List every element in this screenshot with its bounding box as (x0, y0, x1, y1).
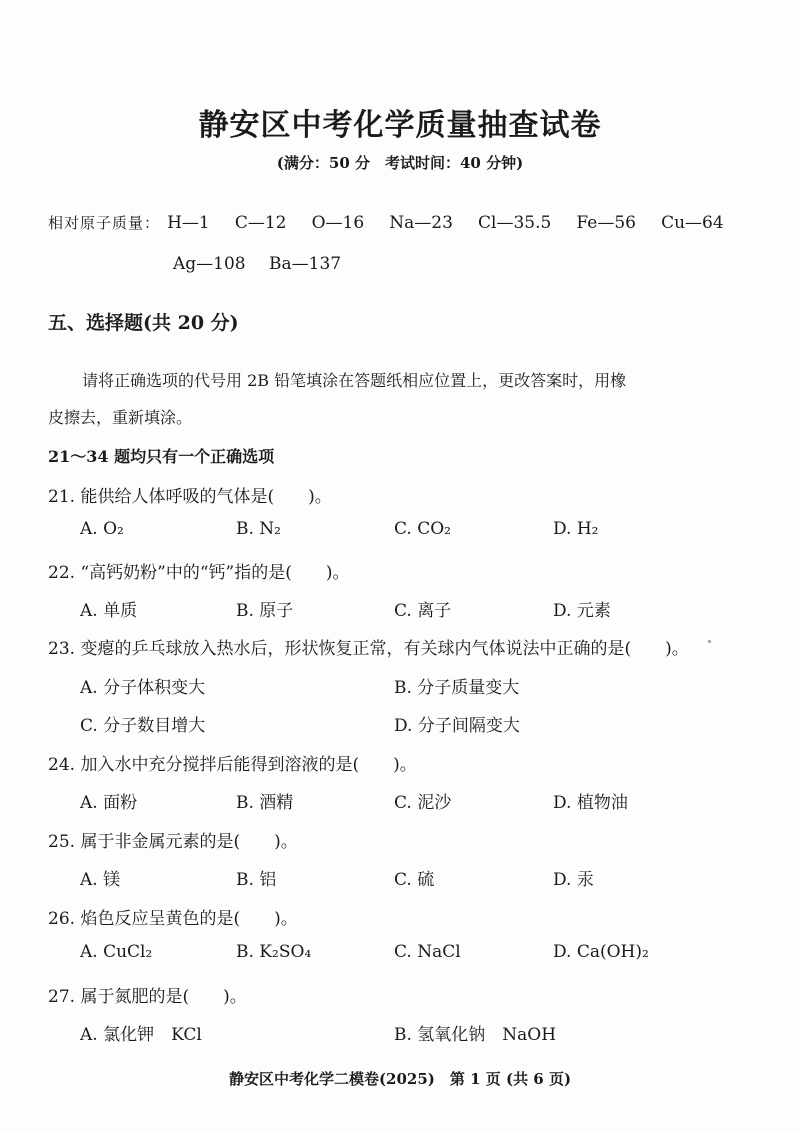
option-b: B. 分子质量变大 (394, 678, 520, 698)
atomic-mass-item: Ba—137 (269, 254, 342, 274)
exam-info: (满分：50 分 考试时间：40 分钟) (276, 154, 524, 172)
option-b: B. 酒精 (236, 793, 294, 813)
option-c: C. CO₂ (394, 519, 451, 539)
page-title: 静安区中考化学质量抽查试卷 (198, 108, 602, 143)
scan-mark (708, 640, 711, 643)
atomic-mass-item: Cl—35.5 (478, 213, 552, 233)
question-stem: 27. 属于氮肥的是( )。 (48, 987, 247, 1007)
section-note: 21～34 题均只有一个正确选项 (48, 447, 275, 466)
option-b: B. 原子 (236, 601, 294, 621)
option-a: A. 分子体积变大 (80, 678, 206, 698)
option-a: A. 单质 (80, 601, 138, 621)
option-a: A. O₂ (80, 519, 124, 539)
atomic-mass-label: 相对原子质量： (48, 214, 161, 232)
section-title: 五、选择题(共 20 分) (48, 312, 239, 334)
question-stem: 24. 加入水中充分搅拌后能得到溶液的是( )。 (48, 755, 417, 775)
option-c: C. 分子数目增大 (80, 716, 206, 736)
atomic-mass-item: H—1 (167, 213, 210, 233)
atomic-mass-item: Na—23 (389, 213, 453, 233)
atomic-mass-item: Fe—56 (576, 213, 636, 233)
option-c: C. 泥沙 (394, 793, 452, 813)
question-stem: 26. 焰色反应呈黄色的是( )。 (48, 909, 298, 929)
option-b: B. 铝 (236, 870, 277, 890)
instruction-text: 请将正确选项的代号用 2B 铅笔填涂在答题纸相应位置上，更改答案时，用橡 (82, 371, 627, 390)
atomic-mass-line-1 (48, 212, 742, 233)
option-d: D. 汞 (553, 870, 594, 890)
atomic-mass-item: C—12 (234, 213, 287, 233)
page-footer: 静安区中考化学二模卷(2025) 第 1 页 (共 6 页) (228, 1070, 572, 1088)
option-d: D. H₂ (553, 519, 599, 539)
option-c: C. 离子 (394, 601, 452, 621)
instruction-text: 皮擦去，重新填涂。 (48, 408, 193, 427)
option-d: D. Ca(OH)₂ (553, 942, 649, 962)
option-d: D. 植物油 (553, 793, 628, 813)
atomic-mass-item: O—16 (311, 213, 365, 233)
option-c: C. NaCl (394, 942, 461, 962)
option-c: C. 硫 (394, 870, 435, 890)
option-b: B. 氢氧化钠 NaOH (394, 1025, 557, 1045)
atomic-mass-line-2 (173, 254, 359, 274)
option-a: A. CuCl₂ (80, 942, 153, 962)
option-a: A. 面粉 (80, 793, 138, 813)
option-d: D. 元素 (553, 601, 611, 621)
question-stem: 22. “高钙奶粉”中的“钙”指的是( )。 (48, 563, 350, 583)
atomic-mass-item: Cu—64 (661, 213, 724, 233)
atomic-mass-item: Ag—108 (173, 254, 246, 274)
option-d: D. 分子间隔变大 (394, 716, 520, 736)
question-stem: 25. 属于非金属元素的是( )。 (48, 832, 298, 852)
option-a: A. 氯化钾 KCl (80, 1025, 202, 1045)
option-b: B. N₂ (236, 519, 281, 539)
option-b: B. K₂SO₄ (236, 942, 312, 962)
question-stem: 23. 变瘪的乒乓球放入热水后，形状恢复正常，有关球内气体说法中正确的是( )。 (48, 639, 689, 659)
question-stem: 21. 能供给人体呼吸的气体是( )。 (48, 487, 332, 507)
option-a: A. 镁 (80, 870, 121, 890)
